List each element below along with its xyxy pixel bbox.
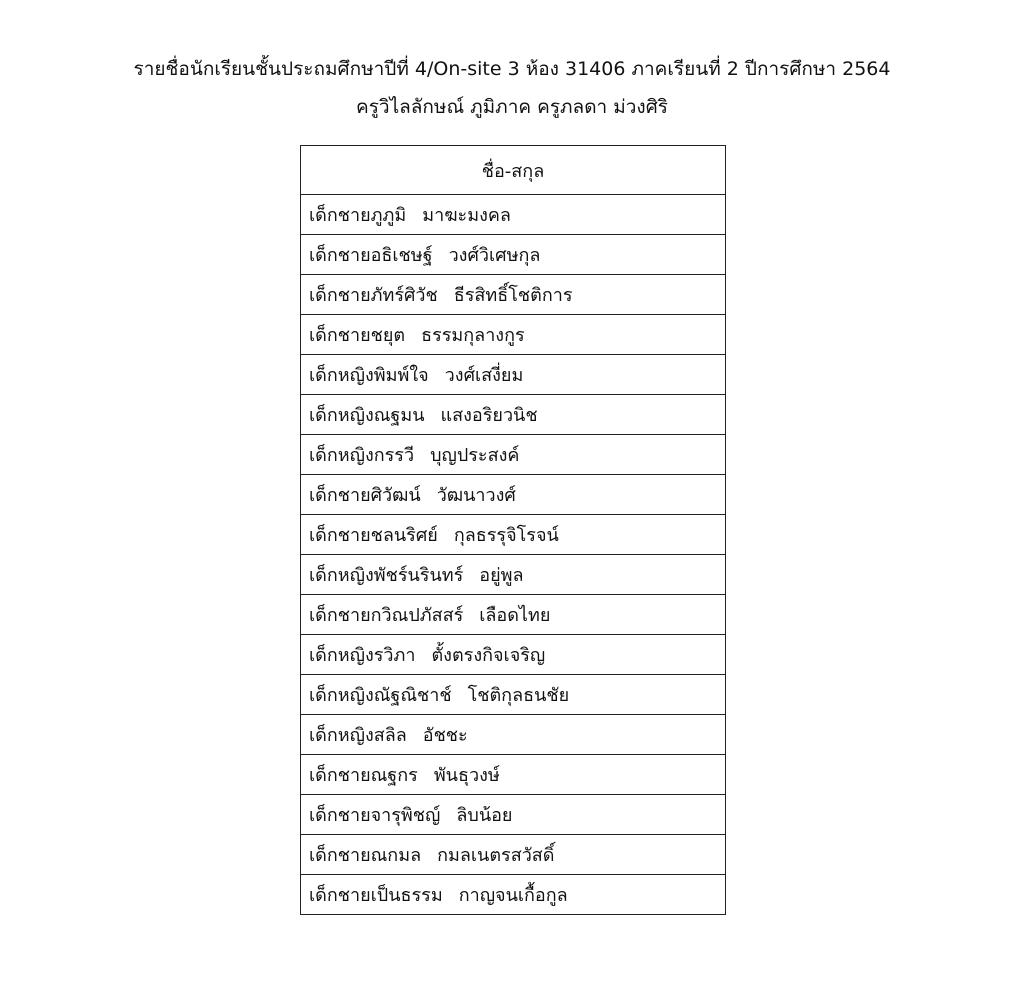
student-name-cell — [301, 515, 726, 555]
student-last-name: ธีรสิทธิ์โชติการ — [453, 285, 573, 306]
table-header-row — [301, 146, 726, 195]
student-first-name: เด็กชายกวิณปภัสสร์ — [309, 605, 464, 626]
student-name-cell — [301, 275, 726, 315]
student-last-name: บุญประสงค์ — [430, 445, 520, 466]
student-last-name: ตั้งตรงกิจเจริญ — [431, 645, 546, 666]
table-row — [301, 835, 726, 875]
table-row — [301, 555, 726, 595]
document-title: รายชื่อนักเรียนชั้นประถมศึกษาปีที่ 4/On-site 3 ห้อง 31406 ภาคเรียนที่ 2 ปีการศึกษา 2564 — [133, 58, 891, 80]
student-last-name: อัชชะ — [422, 725, 468, 746]
table-row — [301, 755, 726, 795]
student-last-name: ลิบน้อย — [456, 805, 513, 826]
student-name-cell — [301, 675, 726, 715]
student-first-name: เด็กชายณกมล — [309, 845, 422, 866]
table-row — [301, 475, 726, 515]
student-name-cell — [301, 755, 726, 795]
student-name-cell — [301, 875, 726, 915]
student-name-cell — [301, 795, 726, 835]
student-last-name: ธรรมกุลางกูร — [421, 325, 525, 346]
student-last-name: มาฆะมงคล — [422, 205, 511, 226]
student-table — [300, 145, 726, 915]
student-name-cell — [301, 715, 726, 755]
table-row — [301, 595, 726, 635]
table-row — [301, 355, 726, 395]
student-first-name: เด็กชายภัทร์ศิวัช — [309, 285, 438, 306]
table-row — [301, 435, 726, 475]
table-row — [301, 315, 726, 355]
table-row — [301, 875, 726, 915]
table-row — [301, 275, 726, 315]
student-first-name: เด็กชายเป็นธรรม — [309, 885, 443, 906]
student-first-name: เด็กหญิงกรรวี — [309, 445, 415, 466]
table-row — [301, 795, 726, 835]
student-last-name: กมลเนตรสวัสดิ์ — [437, 845, 555, 866]
student-first-name: เด็กชายจารุพิชญ์ — [309, 805, 441, 826]
student-name-cell — [301, 355, 726, 395]
student-last-name: วัฒนาวงศ์ — [436, 485, 516, 506]
student-last-name: วงศ์เสงี่ยม — [444, 365, 524, 386]
student-name-cell — [301, 195, 726, 235]
table-row — [301, 395, 726, 435]
student-name-cell — [301, 435, 726, 475]
student-first-name: เด็กชายชยุต — [309, 325, 406, 346]
student-last-name: แสงอริยวนิช — [440, 405, 538, 426]
student-first-name: เด็กชายณฐกร — [309, 765, 418, 786]
student-name-cell — [301, 555, 726, 595]
student-name-cell — [301, 475, 726, 515]
student-name-cell — [301, 315, 726, 355]
student-name-cell — [301, 235, 726, 275]
table-row — [301, 235, 726, 275]
student-first-name: เด็กชายอธิเชษฐ์ — [309, 245, 433, 266]
table-row — [301, 635, 726, 675]
student-last-name: เลือดไทย — [479, 605, 551, 626]
table-row — [301, 515, 726, 555]
student-first-name: เด็กหญิงสลิล — [309, 725, 407, 746]
student-last-name: พันธุวงษ์ — [433, 765, 500, 786]
column-header-name: ชื่อ-สกุล — [301, 146, 726, 195]
student-first-name: เด็กหญิงพิมพ์ใจ — [309, 365, 429, 386]
student-first-name: เด็กชายศิวัฒน์ — [309, 485, 421, 506]
student-last-name: อยู่พูล — [479, 565, 524, 586]
student-last-name: วงศ์วิเศษกุล — [448, 245, 541, 266]
student-last-name: โชติกุลธนชัย — [467, 685, 570, 706]
student-first-name: เด็กหญิงณัฐณิชาช์ — [309, 685, 452, 706]
teacher-names: ครูวิไลลักษณ์ ภูมิภาค ครูภลดา ม่วงศิริ — [356, 96, 668, 118]
student-first-name: เด็กหญิงพัชร์นรินทร์ — [309, 565, 464, 586]
student-name-cell — [301, 835, 726, 875]
student-name-cell — [301, 635, 726, 675]
student-first-name: เด็กหญิงณฐมน — [309, 405, 425, 426]
student-first-name: เด็กชายภูภูมิ — [309, 205, 407, 226]
student-first-name: เด็กหญิงรวิภา — [309, 645, 416, 666]
student-last-name: กาญจนเกื้อกูล — [458, 885, 568, 906]
table-row — [301, 195, 726, 235]
student-name-cell — [301, 595, 726, 635]
table-row — [301, 675, 726, 715]
table-row — [301, 715, 726, 755]
student-first-name: เด็กชายชลนริศย์ — [309, 525, 438, 546]
student-name-cell — [301, 395, 726, 435]
student-last-name: กุลธรรุจิโรจน์ — [453, 525, 559, 546]
